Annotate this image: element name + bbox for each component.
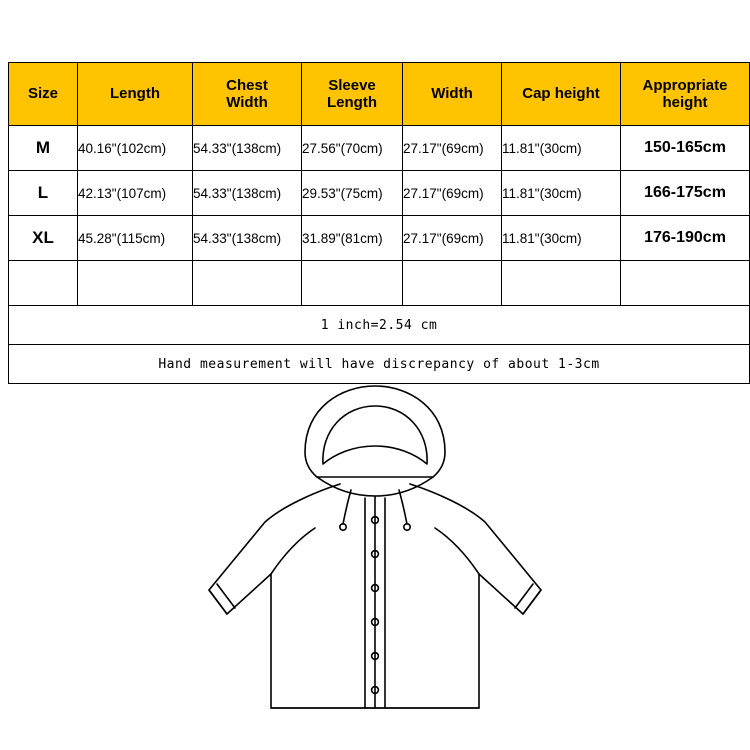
- cell-sleeve-length: 31.89"(81cm): [302, 216, 403, 261]
- cell-size: M: [9, 126, 78, 171]
- cell-length: 45.28"(115cm): [78, 216, 193, 261]
- cell-empty: [621, 261, 750, 306]
- cell-size: XL: [9, 216, 78, 261]
- header-appropriate-height: [621, 63, 750, 126]
- cell-sleeve-length: 27.56"(70cm): [302, 126, 403, 171]
- header-sleeve-line2: Length: [327, 94, 377, 111]
- cell-cap-height: 11.81"(30cm): [502, 171, 621, 216]
- cell-chest-width: 54.33"(138cm): [193, 216, 302, 261]
- cell-empty: [403, 261, 502, 306]
- size-table: [8, 62, 750, 384]
- note-measurement-discrepancy: Hand measurement will have discrepancy of about 1-3cm: [9, 345, 750, 384]
- note-inch-conversion: 1 inch=2.54 cm: [9, 306, 750, 345]
- cell-appropriate-height: 176-190cm: [621, 216, 750, 261]
- header-appr-line2: height: [662, 94, 708, 111]
- cell-appropriate-height: 166-175cm: [621, 171, 750, 216]
- header-sleeve-line1: Sleeve: [328, 76, 376, 94]
- note-row: [9, 306, 750, 345]
- raincoat-illustration: [0, 378, 750, 750]
- table-body: [9, 126, 750, 384]
- cell-cap-height: 11.81"(30cm): [502, 216, 621, 261]
- cell-length: 42.13"(107cm): [78, 171, 193, 216]
- header-row: [9, 63, 750, 126]
- cell-appropriate-height: 150-165cm: [621, 126, 750, 171]
- cell-chest-width: 54.33"(138cm): [193, 171, 302, 216]
- table-row: [9, 171, 750, 216]
- cell-empty: [78, 261, 193, 306]
- header-length: Length: [78, 63, 193, 126]
- header-size: Size: [9, 63, 78, 126]
- cell-width: 27.17"(69cm): [403, 216, 502, 261]
- cell-sleeve-length: 29.53"(75cm): [302, 171, 403, 216]
- header-width: Width: [403, 63, 502, 126]
- table-header: [9, 63, 750, 126]
- cell-width: 27.17"(69cm): [403, 171, 502, 216]
- cell-empty: [302, 261, 403, 306]
- cell-length: 40.16"(102cm): [78, 126, 193, 171]
- header-chest-width: [193, 63, 302, 126]
- cell-cap-height: 11.81"(30cm): [502, 126, 621, 171]
- cell-empty: [193, 261, 302, 306]
- cell-empty: [502, 261, 621, 306]
- header-appr-line1: Appropriate: [642, 76, 728, 94]
- cell-width: 27.17"(69cm): [403, 126, 502, 171]
- cell-empty: [9, 261, 78, 306]
- table-row: [9, 126, 750, 171]
- table-row: [9, 216, 750, 261]
- header-sleeve-length: [302, 63, 403, 126]
- cell-chest-width: 54.33"(138cm): [193, 126, 302, 171]
- raincoat-icon: [165, 378, 585, 738]
- header-chest-line1: Chest: [226, 76, 268, 94]
- cell-size: L: [9, 171, 78, 216]
- size-table-container: [8, 62, 742, 384]
- header-chest-line2: Width: [226, 94, 268, 111]
- table-row-empty: [9, 261, 750, 306]
- header-cap-height: Cap height: [502, 63, 621, 126]
